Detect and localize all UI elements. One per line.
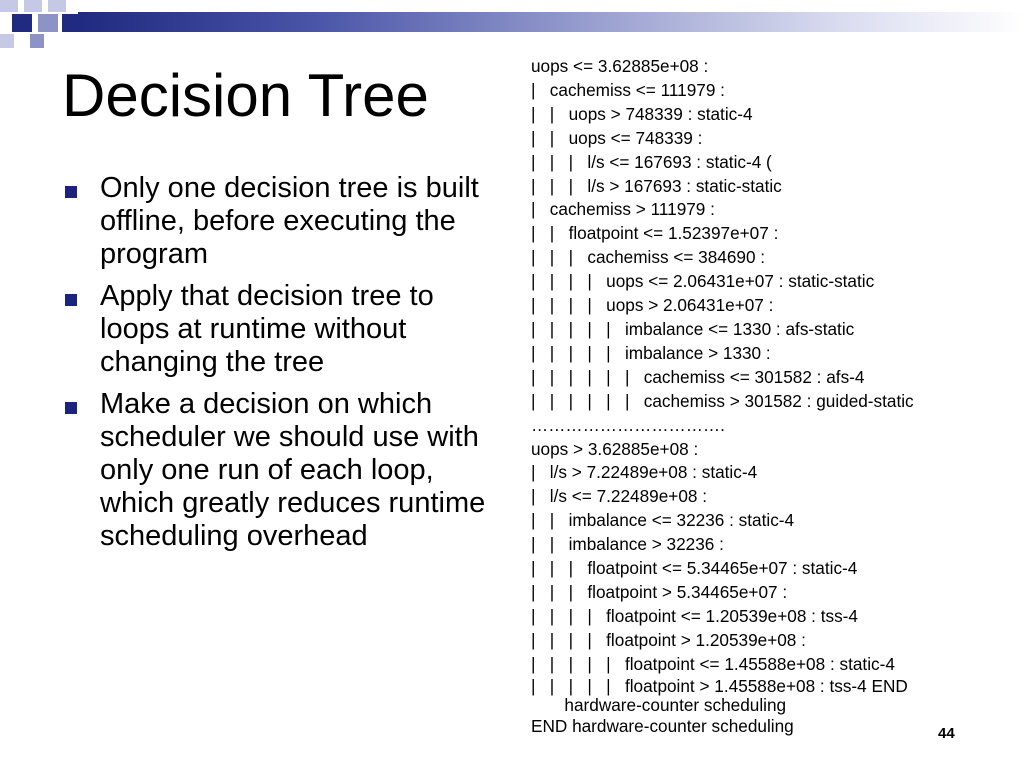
- tree-line: | | | | | imbalance > 1330 :: [531, 342, 771, 363]
- decor-square: [48, 0, 66, 12]
- tree-line: | | | | uops <= 2.06431e+07 : static-static: [531, 271, 875, 292]
- tree-line: | | | | floatpoint > 1.20539e+08 :: [531, 629, 806, 650]
- decor-square: [12, 14, 32, 32]
- tree-line: uops > 3.62885e+08 :: [531, 438, 699, 459]
- tree-line: | | | floatpoint > 5.34465e+07 :: [531, 581, 788, 602]
- tree-line: uops <= 3.62885e+08 :: [531, 56, 709, 76]
- tree-line: | | | | | | cachemiss > 301582 : guided-static: [531, 390, 914, 411]
- tree-line: | | | | | | cachemiss <= 301582 : afs-4: [531, 366, 865, 387]
- tree-line: | l/s > 7.22489e+08 : static-4: [531, 462, 758, 483]
- tree-line: | | | | | floatpoint > 1.45588e+08 : tss-4 END hardware-counter scheduling: [531, 675, 908, 715]
- tree-line: | | | | uops > 2.06431e+07 :: [531, 295, 774, 316]
- decision-tree-listing: [531, 55, 1001, 738]
- bullet-item: [62, 388, 502, 553]
- tree-line: | | | | | imbalance <= 1330 : afs-static: [531, 318, 855, 339]
- tree-line: | | imbalance > 32236 :: [531, 534, 724, 555]
- tree-line: END hardware-counter scheduling: [531, 715, 794, 736]
- decor-square: [62, 14, 78, 32]
- decor-square: [38, 14, 58, 32]
- bullet-item: [62, 280, 502, 379]
- page-number: 44: [938, 725, 955, 742]
- tree-line: | | | l/s <= 167693 : static-4 (: [531, 151, 772, 172]
- tree-line: | | uops <= 748339 :: [531, 127, 703, 148]
- square-bullet-icon: [65, 186, 77, 198]
- bullet-item: [62, 172, 502, 271]
- tree-line: | | | | | floatpoint <= 1.45588e+08 : static-4: [531, 653, 895, 674]
- tree-line: | cachemiss <= 111979 :: [531, 79, 725, 100]
- tree-line: | | | l/s > 167693 : static-static: [531, 175, 782, 196]
- tree-line: | cachemiss > 111979 :: [531, 199, 715, 220]
- bullet-text: Make a decision on which scheduler we should use with only one run of each loop, which greatly reduces runtime scheduling overhead: [100, 388, 486, 552]
- tree-line: …………………………….: [531, 414, 725, 435]
- tree-line: | | uops > 748339 : static-4: [531, 103, 753, 124]
- tree-line: | l/s <= 7.22489e+08 :: [531, 486, 707, 507]
- tree-line: | | | | floatpoint <= 1.20539e+08 : tss-4: [531, 605, 858, 626]
- decor-square: [30, 34, 44, 48]
- bullet-text: Apply that decision tree to loops at runtime without changing the tree: [100, 280, 434, 378]
- tree-line: | | floatpoint <= 1.52397e+07 :: [531, 223, 779, 244]
- bullet-list: [62, 172, 502, 562]
- tree-line: | | imbalance <= 32236 : static-4: [531, 510, 795, 531]
- bullet-text: Only one decision tree is built offline, before executing the program: [100, 172, 479, 270]
- square-bullet-icon: [65, 294, 77, 306]
- tree-line: | | | floatpoint <= 5.34465e+07 : static-4: [531, 558, 858, 579]
- page-title: Decision Tree: [62, 62, 429, 129]
- header-decoration: [0, 0, 1024, 48]
- decor-square: [0, 34, 14, 48]
- decor-square: [0, 0, 18, 12]
- header-gradient-bar: [78, 12, 1024, 32]
- decor-square: [24, 0, 42, 12]
- square-bullet-icon: [65, 402, 77, 414]
- tree-line: | | | cachemiss <= 384690 :: [531, 247, 766, 268]
